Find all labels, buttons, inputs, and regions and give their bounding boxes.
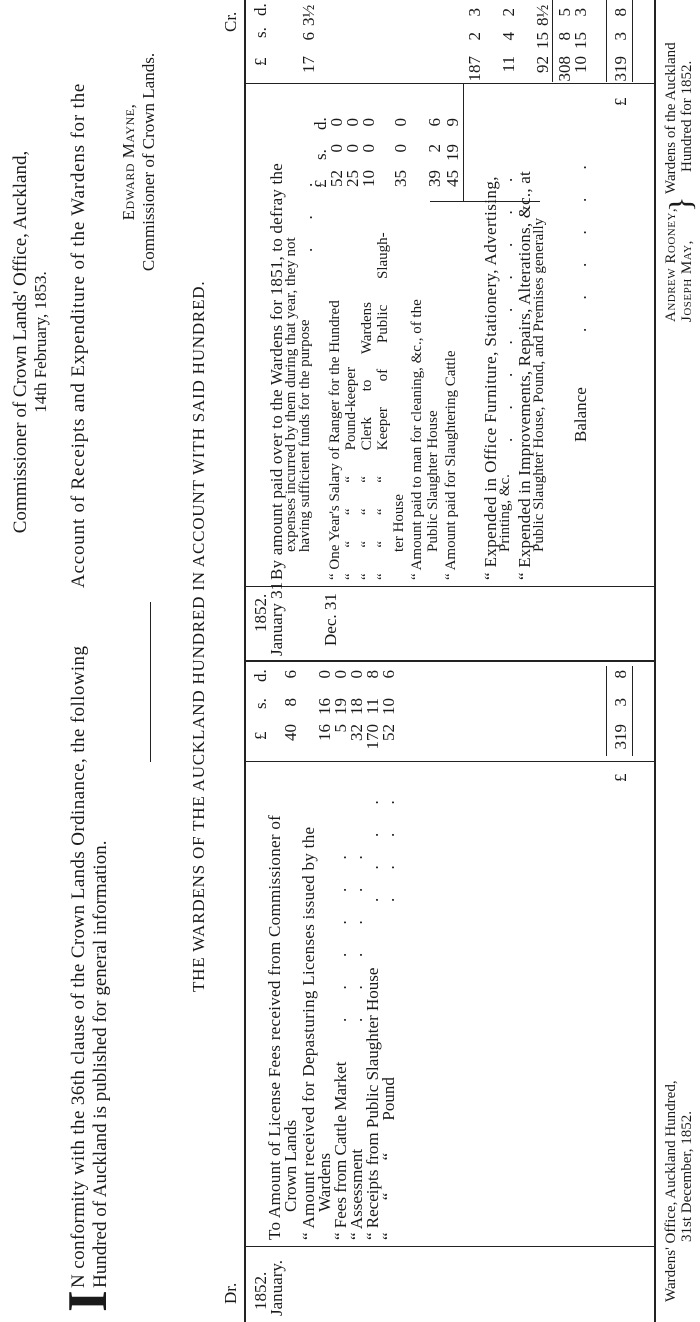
intro-line-1b: Account of Receipts and Expenditure of the Wardens for the [68,82,89,588]
debit-row-3-pence: 0 [331,670,350,679]
credit-first-pence: 3½ [299,4,318,26]
credit-first-leader: . . . [297,170,316,252]
credit-item-1-text: “ One Year's Salary of Ranger for the Hundred [327,300,343,580]
credit-money-head-shillings: s. [251,27,270,38]
debit-row-6-text: “ “ “ Pound [379,1077,398,1240]
credit-first-line-1: By amount paid over to the Wardens for 1851, to defray the [267,163,286,580]
balance-pence: 3 [571,8,590,17]
drop-cap: I [57,1290,119,1312]
credit-subtotal-rule [552,0,553,82]
credit-item-5-pence: 6 [425,118,444,127]
account-title: THE WARDENS OF THE AUCKLAND HUNDRED IN ACCOUNT WITH SAID HUNDRED. [189,280,208,992]
debit-row-1-pence: 6 [281,670,300,679]
debit-row-2-shillings: 16 [315,698,334,715]
credit-item-2-shillings: 0 [343,144,362,153]
debit-row-2-line-1: “ Amount received for Depasturing Licenses issued by the [299,826,318,1240]
credit-stationery-pounds: 11 [499,56,518,73]
debit-row-3-leader: . . . . . . [331,843,350,1022]
credit-improvements-shillings: 15 [533,32,552,49]
credit-item-6-shillings: 19 [443,144,462,161]
credit-items-total-pence: 3 [465,8,484,17]
debit-row-5-pence: 8 [363,670,382,679]
credit-item-3-text: “ “ “ “ Clerk to Wardens [359,302,375,580]
debit-row-2-pence: 0 [315,670,334,679]
credit-first-line-2: expenses incurred by them during that year, they not [283,237,299,552]
debit-row-4-shillings: 18 [347,698,366,715]
credit-total-shillings: 3 [611,32,630,41]
debit-row-4-text: “ Assessment [347,1148,366,1240]
debit-row-3-shillings: 19 [331,698,350,715]
credit-item-4-text-2: ter House [391,494,407,552]
credit-item-4-text: “ “ “ “ Keeper of Public Slaugh- [375,232,391,580]
credit-first-shillings: 6 [299,32,318,41]
credit-item-4-pounds: 35 [391,170,410,187]
credit-item-3-shillings: 0 [359,144,378,153]
credit-money-rule [244,83,654,84]
credit-subtotal-pounds: 308 [555,56,574,82]
balance-label: Balance [571,387,590,442]
debit-row-3-pounds: 5 [331,724,350,733]
credit-item-4-pence: 0 [391,118,410,127]
intro-line-1a: N conformity with the 36th clause of the Crown Lands Ordinance, the following [68,645,89,1288]
office-line: Commissioner of Crown Lands' Office, Auckland, [10,150,31,534]
debit-row-5-text: “ Receipts from Public Slaughter House [363,967,382,1240]
credit-item-1-pence: 0 [327,118,346,127]
footer-office: Wardens' Office, Auckland Hundred, [663,1080,679,1302]
credit-item-1-shillings: 0 [327,144,346,153]
credit-item-5-text: “ Amount paid to man for cleaning, &c., of the [409,299,425,580]
credit-total-rule [606,0,607,82]
debit-row-1-line-2: Crown Lands [281,1119,300,1212]
credit-money-head-pence: d. [251,3,270,16]
footer-signatory-2: Joseph May, [679,240,695,322]
debit-row-1-shillings: 8 [281,698,300,707]
credit-total-pence: 8 [611,8,630,17]
footer-signatory-1: Andrew Rooney, [663,207,679,322]
credit-inner-head-shillings: s. [311,149,330,160]
credit-subtotal-shillings: 8 [555,32,574,41]
debit-date-rule [244,1246,654,1247]
dr-label: Dr. [221,1282,240,1304]
debit-row-6-leader: . . . . [379,788,398,902]
debit-money-head-pence: d. [251,669,270,682]
credit-item-5-pounds: 39 [425,170,444,187]
debit-row-5-pounds: 170 [363,724,382,750]
center-rule [244,660,654,662]
signatory-name: Edward Mayne, [119,103,138,221]
credit-item-3-pounds: 10 [359,170,378,187]
signatory-title: Commissioner of Crown Lands. [139,52,158,272]
debit-money-head-shillings: s. [251,698,270,709]
credit-improvements-line-2: Public Slaughter House, Pound, and Premises generally [531,217,547,552]
footer-wardens-line-1: Wardens of the Auckland [663,42,679,194]
footer-date: 31st December, 1852. [679,1110,695,1242]
debit-row-2-pounds: 16 [315,724,334,741]
debit-total-shillings: 3 [611,698,630,707]
credit-item-6-pounds: 45 [443,170,462,187]
credit-month: January 31 [267,581,286,656]
credit-first-pounds: 17 [299,56,318,73]
debit-row-3-text: “ Fees from Cattle Market [331,1061,350,1240]
credit-items-total-shillings: 2 [465,32,484,41]
credit-items-total-pounds: 187 [465,56,484,82]
credit-item-5-shillings: 2 [425,144,444,153]
credit-money-head-pounds: £ [251,57,270,66]
credit-items-rule [463,84,464,202]
credit-item-3-pence: 0 [359,118,378,127]
credit-inner-head-pounds: £ [311,179,330,188]
credit-stationery-shillings: 4 [499,32,518,41]
debit-money-head-pounds: £ [251,731,270,740]
intro-line-2: Hundred of Auckland is published for general information. [90,840,111,1288]
debit-row-5-shillings: 11 [363,698,382,715]
credit-date-2: Dec. 31 [321,593,340,646]
debit-money-rule [244,761,654,762]
credit-total-pounds: 319 [611,56,630,82]
credit-item-1-pounds: 52 [327,170,346,187]
credit-item-5-text-2: Public Slaughter House [425,410,441,552]
credit-date-rule [244,586,654,587]
debit-row-6-shillings: 10 [379,698,398,715]
credit-item-4-shillings: 0 [391,144,410,153]
credit-first-line-3: having sufficient funds for the purpose [297,319,313,552]
debit-total-underline [632,666,633,756]
table-bottom-rule [654,0,656,1322]
balance-shillings: 15 [571,32,590,49]
debit-row-5-leader: . . . . [363,788,382,902]
credit-stationery-line-1: “ Expended in Office Furniture, Stationery, Advertising, [481,176,500,580]
debit-row-4-leader: . . . . . . [347,843,366,1022]
credit-total-underline [632,0,633,82]
debit-row-6-pounds: 52 [379,724,398,741]
credit-inner-head-pence: d. [311,117,330,130]
debit-row-1-pounds: 40 [281,724,300,741]
credit-item-2-pence: 0 [343,118,362,127]
debit-year: 1852. [251,1271,270,1310]
credit-stationery-leader: . . . . . . . . . [497,165,516,442]
debit-month: January. [267,1259,286,1316]
debit-row-4-pounds: 32 [347,724,366,741]
debit-row-4-pence: 0 [347,670,366,679]
cr-label: Cr. [221,11,240,32]
debit-total-pence: 8 [611,670,630,679]
credit-stationery-line-2: Printing, &c. [497,474,513,552]
credit-item-6-text: “ Amount paid for Slaughtering Cattle [443,350,459,580]
separator-rule [150,602,151,762]
debit-row-6-pence: 6 [379,670,398,679]
footer-brace: } [662,196,698,212]
credit-year: 1852. [251,593,270,632]
credit-improvements-line-1: “ Expended in Improvements, Repairs, Alterations, &c., at [515,171,534,580]
debit-total-pounds: 319 [611,724,630,750]
balance-pounds: 10 [571,56,590,73]
credit-item-2-pounds: 25 [343,170,362,187]
balance-leader: . . . . . . [571,153,590,332]
footer-wardens-line-2: Hundred for 1852. [679,60,695,172]
credit-total-symbol: £ [611,97,630,106]
notice-date: 14th February, 1853. [31,271,50,413]
credit-item-2-text: “ “ “ “ Pound-keeper [343,367,359,580]
credit-improvements-pounds: 92 [533,56,552,73]
debit-total-symbol: £ [611,773,630,782]
debit-total-rule [606,666,607,756]
debit-row-1-line-1: To Amount of License Fees received from Commissioner of [265,814,284,1240]
debit-row-2-line-2: Wardens [315,1152,334,1212]
credit-improvements-pence: 8½ [533,4,552,26]
credit-subtotal-pence: 5 [555,8,574,17]
credit-item-6-pence: 9 [443,118,462,127]
credit-stationery-pence: 2 [499,8,518,17]
